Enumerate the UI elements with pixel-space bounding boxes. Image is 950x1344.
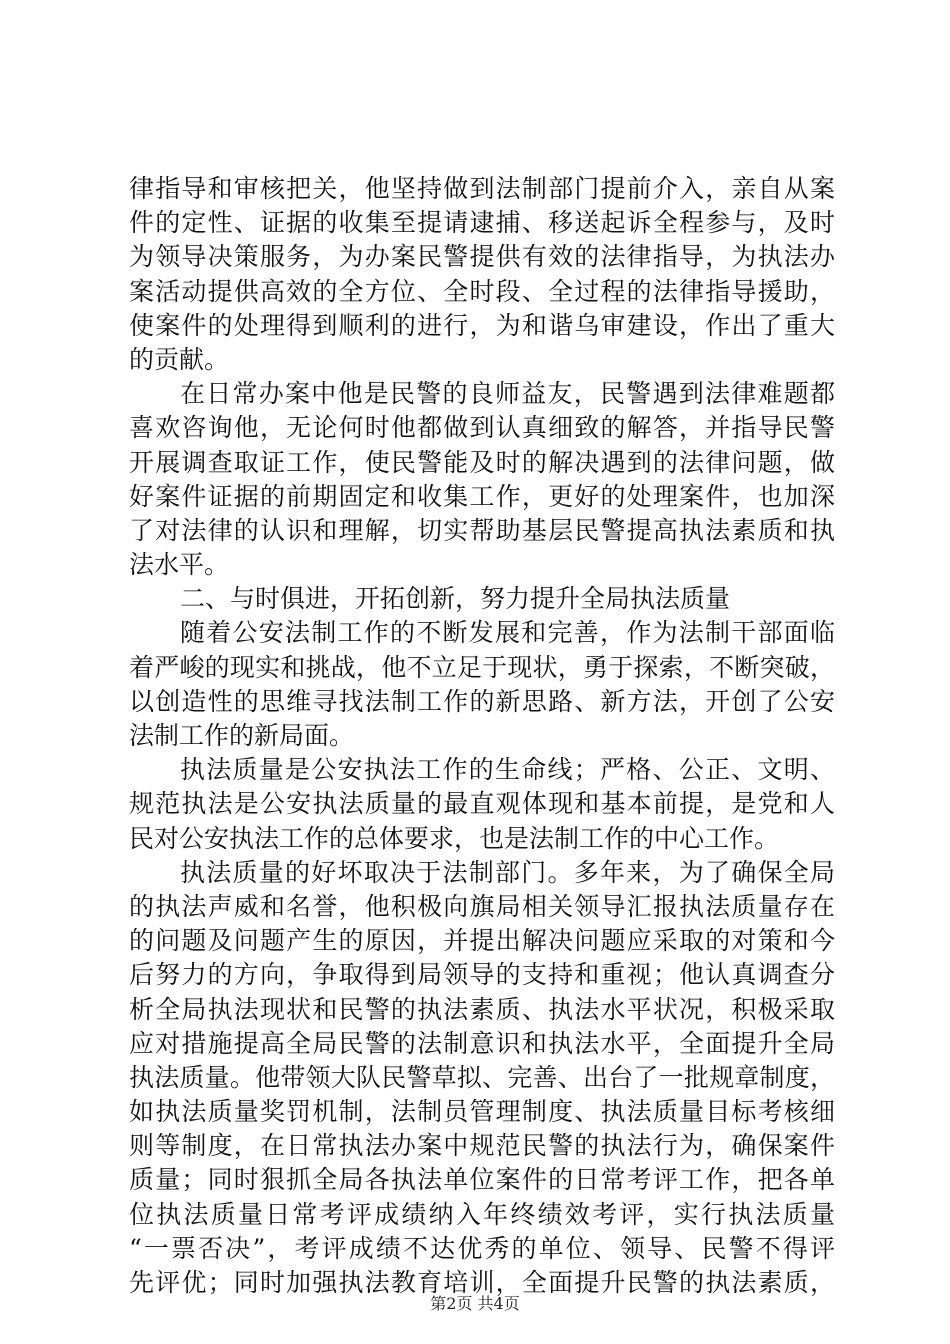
paragraph-first-line: 执法质量的好坏取决于法制部门。多年来，为了确保全局 — [180, 857, 835, 887]
text-line: “一票否决”，考评成绩不达优秀的单位、领导、民警不得评 — [129, 1233, 835, 1263]
text-line: 位执法质量日常考评成绩纳入年终绩效考评，实行执法质量 — [129, 1199, 835, 1229]
text-line: 析全局执法现状和民警的执法素质、执法水平状况，积极采取 — [129, 994, 835, 1024]
text-line: 好案件证据的前期固定和收集工作，更好的处理案件，也加深 — [129, 481, 835, 511]
section-heading: 二、与时俱进，开拓创新，努力提升全局执法质量 — [180, 584, 731, 614]
page-number-footer: 第2页 共4页 — [430, 1294, 520, 1313]
text-line: 的执法声威和名誉，他积极向旗局相关领导汇报执法质量存在 — [129, 891, 835, 921]
paragraph-first-line: 随着公安法制工作的不断发展和完善，作为法制干部面临 — [180, 618, 835, 648]
text-line: 律指导和审核把关，他坚持做到法制部门提前介入，亲自从案 — [129, 174, 835, 203]
text-line: 了对法律的认识和理解，切实帮助基层民警提高执法素质和执 — [129, 515, 835, 545]
text-line: 的贡献。 — [129, 344, 230, 374]
text-line: 法制工作的新局面。 — [129, 721, 355, 750]
text-line: 执法质量。他带领大队民警草拟、完善、出台了一批规章制度， — [129, 1062, 835, 1092]
text-line: 以创造性的思维寻找法制工作的新思路、新方法，开创了公安 — [129, 686, 835, 716]
text-line: 则等制度，在日常执法办案中规范民警的执法行为，确保案件 — [129, 1131, 835, 1161]
paragraph-first-line: 在日常办案中他是民警的良师益友，民警遇到法律难题都 — [180, 379, 835, 409]
text-line: 后努力的方向，争取得到局领导的支持和重视；他认真调查分 — [129, 960, 835, 990]
text-line: 案活动提供高效的全方位、全时段、全过程的法律指导援助， — [129, 276, 835, 306]
text-line: 规范执法是公安执法质量的最直观体现和基本前提，是党和人 — [129, 789, 835, 819]
text-line: 的问题及问题产生的原因，并提出解决问题应采取的对策和今 — [129, 926, 835, 956]
text-line: 为领导决策服务，为办案民警提供有效的法律指导，为执法办 — [129, 242, 835, 272]
document-body — [129, 172, 835, 1300]
text-line: 使案件的处理得到顺利的进行，为和谐乌审建设，作出了重大 — [129, 310, 835, 340]
text-line: 如执法质量奖罚机制，法制员管理制度、执法质量目标考核细 — [129, 1097, 835, 1127]
text-line: 质量；同时狠抓全局各执法单位案件的日常考评工作，把各单 — [129, 1165, 835, 1195]
text-line: 喜欢咨询他，无论何时他都做到认真细致的解答，并指导民警 — [129, 413, 835, 443]
text-line: 开展调查取证工作，使民警能及时的解决遇到的法律问题，做 — [129, 447, 835, 477]
paragraph-first-line: 执法质量是公安执法工作的生命线；严格、公正、文明、 — [180, 755, 835, 785]
text-line: 件的定性、证据的收集至提请逮捕、移送起诉全程参与，及时 — [129, 208, 835, 238]
text-line: 着严峻的现实和挑战，他不立足于现状，勇于探索，不断突破， — [129, 652, 835, 682]
text-line: 法水平。 — [129, 550, 230, 580]
text-line: 先评优；同时加强执法教育培训，全面提升民警的执法素质， — [129, 1268, 835, 1297]
text-line: 应对措施提高全局民警的法制意识和执法水平，全面提升全局 — [129, 1028, 835, 1058]
text-line: 民对公安执法工作的总体要求，也是法制工作的中心工作。 — [129, 823, 780, 853]
